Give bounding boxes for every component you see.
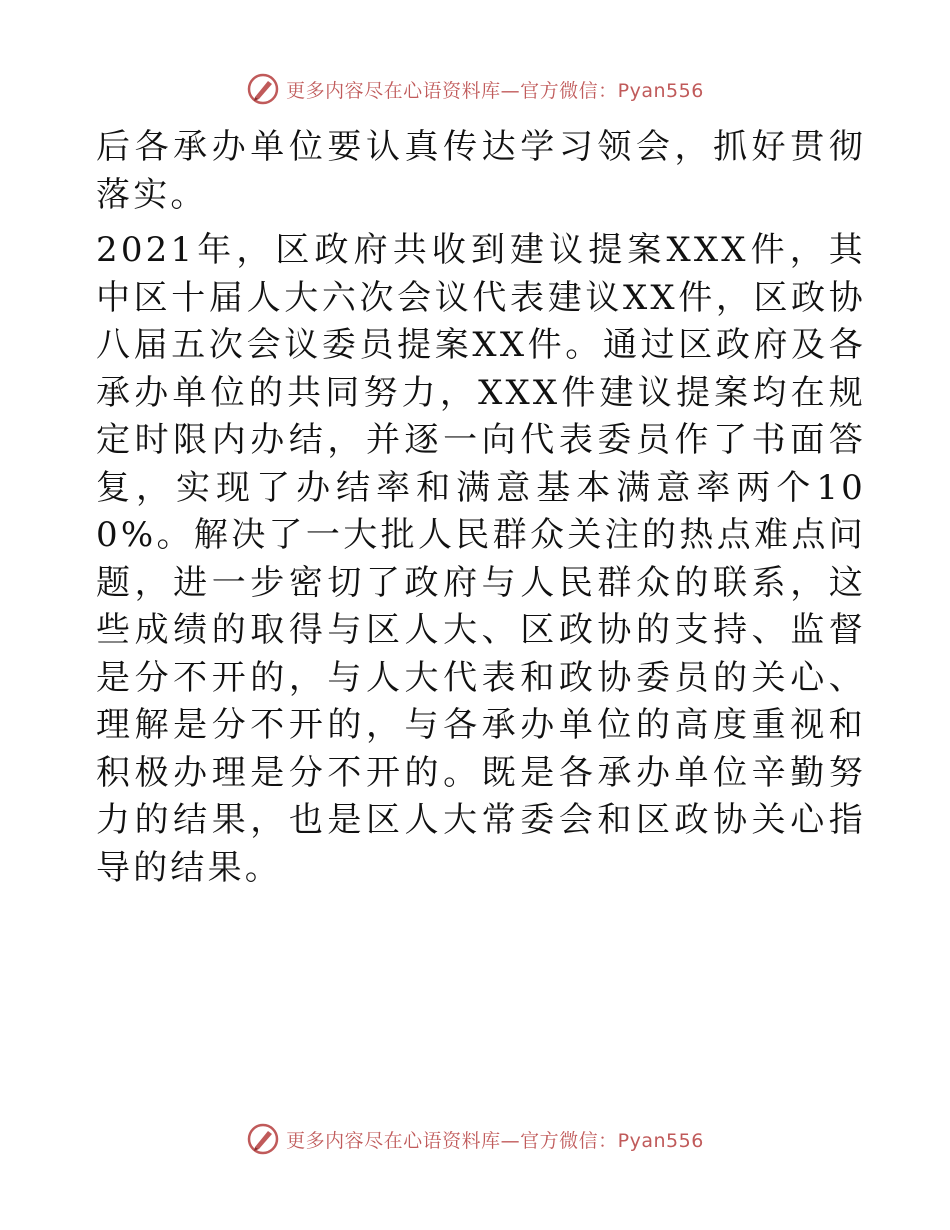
pen-logo-icon <box>246 1122 280 1156</box>
footer-banner-text: 更多内容尽在心语资料库—官方微信：Pyan556 <box>286 1129 704 1152</box>
header-banner-text: 更多内容尽在心语资料库—官方微信：Pyan556 <box>286 79 704 102</box>
paragraph-1: 后各承办单位要认真传达学习领会，抓好贯彻落实。 <box>96 127 866 215</box>
document-body <box>96 124 866 892</box>
footer-banner <box>0 1122 950 1156</box>
header-banner <box>0 72 950 106</box>
pen-logo-icon <box>246 72 280 106</box>
paragraph-2: 2021年，区政府共收到建议提案XXX件，其中区十届人大六次会议代表建议XX件，区政协八届五次会议委员提案XX件。通过区政府及各承办单位的共同努力，XXX件建议提案均在规定时限内办结，并逐一向代表委员作了书面答复，实现了办结率和满意基本满意率两个100%。解决了一大批人民群众关注的热点难点问题，进一步密切了政府与人民群众的联系，这些成绩的取得与区人大、区政协的支持、监督是分不开的，与人大代表和政协委员的关心、理解是分不开的，与各承办单位的高度重视和积极办理是分不开的。既是各承办单位辛勤努力的结果，也是区人大常委会和区政协关心指导的结果。 <box>96 230 866 888</box>
